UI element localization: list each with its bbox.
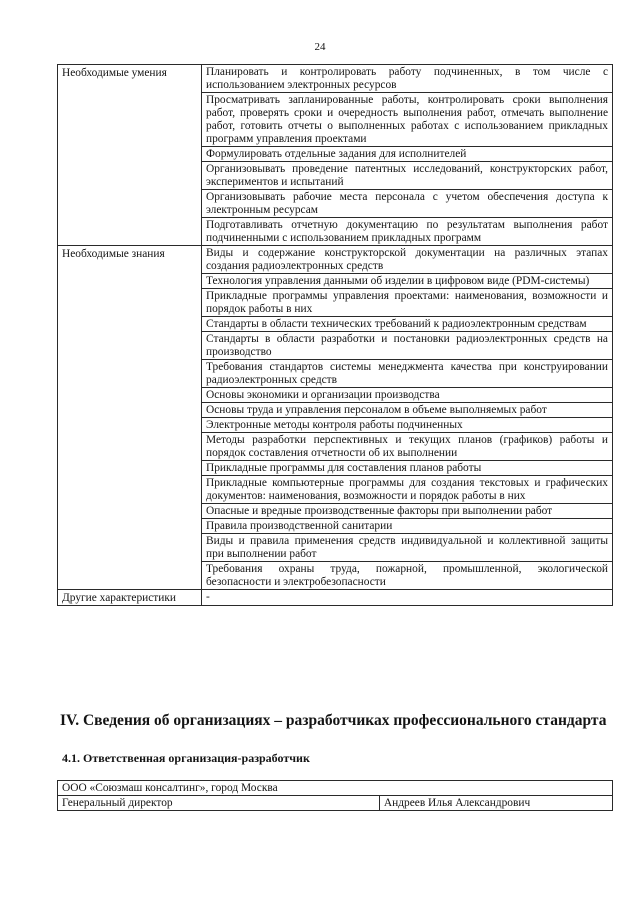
requirement-item: Прикладные компьютерные программы для создания текстовых и графических документов: наименования, возможности и порядок работы в них (202, 476, 613, 504)
organization-name-row (58, 781, 613, 796)
organization-name: ООО «Союзмаш консалтинг», город Москва (58, 781, 613, 796)
requirement-category: Другие характеристики (58, 590, 202, 606)
requirement-category: Необходимые знания (58, 246, 202, 590)
page-number: 24 (314, 41, 326, 53)
requirement-item: - (202, 590, 613, 606)
requirement-row (58, 65, 613, 93)
organization-table (57, 780, 613, 811)
section-heading: IV. Сведения об организациях – разработчиках профессионального стандарта (60, 712, 607, 729)
requirement-item: Основы экономики и организации производства (202, 388, 613, 403)
requirement-item: Прикладные программы управления проектами: наименования, возможности и порядок работы в них (202, 289, 613, 317)
requirement-item: Виды и правила применения средств индивидуальной и коллективной защиты при выполнении работ (202, 534, 613, 562)
requirement-item: Методы разработки перспективных и текущих планов (графиков) работы и порядок составления отчетности об их выполнении (202, 433, 613, 461)
requirement-item: Планировать и контролировать работу подчиненных, в том числе с использованием электронных ресурсов (202, 65, 613, 93)
organization-head-row (58, 796, 613, 811)
requirement-item: Основы труда и управления персоналом в объеме выполняемых работ (202, 403, 613, 418)
requirement-category: Необходимые умения (58, 65, 202, 246)
requirement-item: Электронные методы контроля работы подчиненных (202, 418, 613, 433)
requirement-item: Опасные и вредные производственные факторы при выполнении работ (202, 504, 613, 519)
requirement-item: Формулировать отдельные задания для исполнителей (202, 147, 613, 162)
requirement-item: Стандарты в области технических требований к радиоэлектронным средствам (202, 317, 613, 332)
requirement-item: Технология управления данными об изделии в цифровом виде (PDM-системы) (202, 274, 613, 289)
requirement-item: Прикладные программы для составления планов работы (202, 461, 613, 476)
requirement-item: Требования стандартов системы менеджмента качества при конструировании радиоэлектронных средств (202, 360, 613, 388)
requirement-item: Стандарты в области разработки и постановки радиоэлектронных средств на производство (202, 332, 613, 360)
requirements-table (57, 64, 613, 606)
requirement-item: Организовывать рабочие места персонала с учетом обеспечения доступа к электронным ресурсам (202, 190, 613, 218)
organization-head-name: Андреев Илья Александрович (379, 796, 612, 811)
requirement-item: Требования охраны труда, пожарной, промышленной, экологической безопасности и электробезопасности (202, 562, 613, 590)
requirement-row (58, 246, 613, 274)
subsection-heading: 4.1. Ответственная организация-разработчик (62, 751, 310, 765)
organization-head-position: Генеральный директор (58, 796, 380, 811)
requirement-row (58, 590, 613, 606)
requirement-item: Подготавливать отчетную документацию по результатам выполнения работ подчиненными с использованием прикладных программ (202, 218, 613, 246)
requirement-item: Правила производственной санитарии (202, 519, 613, 534)
requirement-item: Просматривать запланированные работы, контролировать сроки выполнения работ, проверять сроки и очередность выполнения работ, отмечать выполнение работ, готовить отчеты о выполненных работах с использованием прикладных программ управления проектами (202, 93, 613, 147)
requirement-item: Виды и содержание конструкторской документации на различных этапах создания радиоэлектронных средств (202, 246, 613, 274)
requirement-item: Организовывать проведение патентных исследований, конструкторских работ, экспериментов и испытаний (202, 162, 613, 190)
